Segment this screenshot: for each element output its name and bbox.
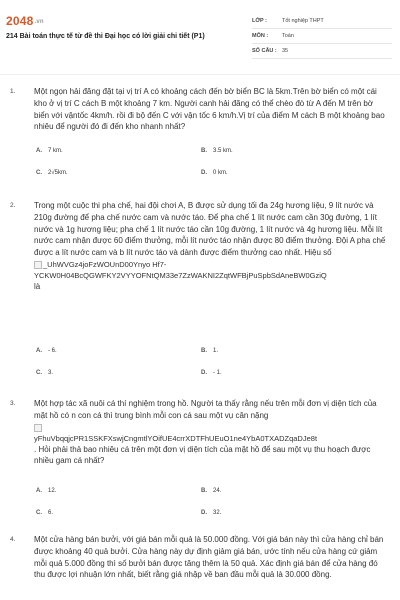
formula-code-line-2: YCKW0H04BcQGWFKY2VYYOFNtQM33e7ZzWAKNI2ZqtWFBjPuSpbSdAneBW0GziQ	[34, 270, 327, 280]
answer-row	[36, 488, 366, 494]
answer-option[interactable]	[36, 370, 201, 376]
answer-option[interactable]	[36, 510, 201, 516]
question-tail: . Hỏi phải thả bao nhiêu cá trên một đơn vị diện tích của mặt hồ để sau một vụ thu hoạch được nhiều gam cá nhất?	[34, 444, 371, 466]
meta-row-class	[252, 14, 392, 29]
answer-text: 12.	[48, 488, 57, 494]
question-text: Một cửa hàng bán bưởi, với giá bán mỗi quả là 50.000 đồng. Với giá bán này thì cửa hàng chỉ bán được khoảng 40 quả bưởi. Cửa hàng này dự định giảm giá bán, ước tính nếu cửa hàng cứ giảm mỗi quả 5.000 đồng thì số bưởi bán được tăng thêm là 50 quả. Xác định giá bán để cửa hàng đó thu được lợi nhuận lớn nhất, biết rằng giá nhập về ban đầu mỗi quả là 30.000 đồng.	[34, 535, 384, 580]
answer-letter: A.	[36, 148, 42, 154]
formula-image-alt	[34, 259, 390, 270]
answer-text: - 6.	[48, 348, 57, 354]
question-number: 2.	[10, 202, 16, 209]
question-text	[34, 200, 390, 293]
question-tail: là	[34, 281, 41, 291]
answer-row	[36, 370, 366, 376]
answer-text: 2√5km.	[48, 170, 68, 176]
broken-image-icon	[34, 424, 42, 432]
answer-letter: A.	[36, 488, 42, 494]
meta-row-subject	[252, 29, 392, 44]
header	[0, 0, 400, 70]
answer-text: 3.5 km.	[213, 148, 233, 154]
answer-letter: D.	[201, 170, 207, 176]
answer-option[interactable]	[36, 488, 201, 494]
answer-text: 1.	[213, 348, 219, 354]
meta-value: Toán	[282, 33, 294, 39]
answer-letter: B.	[201, 148, 207, 154]
meta-value: 35	[282, 48, 289, 54]
question-text: Một ngọn hải đăng đặt tại vị trí A có khoảng cách đến bờ biển BC là 5km.Trên bờ biển có một cái kho ở vị trí C cách B một khoảng 7 km. Người canh hải đăng có thể chèo đò từ A đến M trên bờ biển với vậntốc 4km/h. rồi đi bộ đến C với vận tốc 6 km/h.Vị trí của điểm M cách B một khoảng bao nhiêu để người đó đi đến kho nhanh nhất?	[34, 87, 385, 132]
meta-key: LỚP :	[252, 18, 267, 24]
answer-text: 24.	[213, 488, 222, 494]
answer-option[interactable]	[201, 148, 366, 154]
answer-letter: D.	[201, 510, 207, 516]
formula-code-line-1: _UhWVGz4joFzWOUnD00Ynyo Hf7-	[43, 259, 167, 269]
answer-option[interactable]	[201, 370, 366, 376]
answer-row	[36, 148, 366, 154]
site-logo[interactable]	[6, 14, 44, 28]
answer-text: 0 km.	[213, 170, 228, 176]
logo-text: 2048	[6, 14, 34, 28]
answer-letter: B.	[201, 488, 207, 494]
formula-code-line-1: yFhuVbqqjcPR1SSKFXswjCngmtlYOifUE4crrXDTFhUEuO1ne4YbA0TXADZqaDJe8t	[34, 433, 318, 443]
answer-option[interactable]	[36, 170, 201, 176]
answer-option[interactable]	[201, 488, 366, 494]
answer-letter: A.	[36, 348, 42, 354]
question-number: 3.	[10, 400, 16, 407]
answer-option[interactable]	[36, 148, 201, 154]
answer-letter: D.	[201, 370, 207, 376]
answer-option[interactable]	[201, 510, 366, 516]
question-number: 4.	[10, 536, 16, 543]
answer-option[interactable]	[36, 348, 201, 354]
meta-key: MÔN :	[252, 33, 269, 39]
header-divider	[0, 74, 400, 75]
answer-letter: B.	[201, 348, 207, 354]
question-number: 1.	[10, 88, 16, 95]
answer-text: 6.	[48, 510, 54, 516]
question-body: Một hợp tác xã nuôi cá thí nghiệm trong hồ. Người ta thấy rằng nếu trên mỗi đơn vị diện tích của mặt hồ có n con cá thì trung bình mỗi con cá sau một vụ cân nặng	[34, 399, 377, 420]
answer-text: 3.	[48, 370, 54, 376]
question-body: Trong một cuộc thi pha chế, hai đội chơi A, B được sử dụng tối đa 24g hương liệu, 9 lít nước và 210g đường để pha chế nước cam và nước táo. Để pha chế 1 lít nước cam cần 30g đường, 1 lít nước và 1g hương liệu; pha chế 1 lít nước táo cần 10g đường, 1 lít nước và 4g hương liệu. Mỗi lít nước cam nhận được 60 điểm thưởng, mỗi lít nước táo nhận được 80 điểm thưởng. Đội A pha chế được a lít nước cam và b lít nước táo và dành được điểm thưởng cao nhất. Hiệu số	[34, 201, 386, 258]
answer-letter: C.	[36, 510, 42, 516]
document-title: 214 Bài toán thực tế từ đề thi Đại học có lời giải chi tiết (P1)	[6, 33, 205, 40]
answer-letter: C.	[36, 170, 42, 176]
answer-row	[36, 348, 366, 354]
formula-image-alt	[34, 422, 390, 433]
answer-letter: C.	[36, 370, 42, 376]
meta-table	[252, 14, 392, 59]
answer-option[interactable]	[201, 170, 366, 176]
question-text	[34, 398, 390, 467]
logo-suffix: .vn	[34, 18, 44, 25]
meta-value: Tốt nghiệp THPT	[282, 18, 324, 24]
meta-row-count	[252, 44, 392, 59]
answer-row	[36, 170, 366, 176]
answer-text: 7 km.	[48, 148, 63, 154]
answer-option[interactable]	[201, 348, 366, 354]
answer-text: - 1.	[213, 370, 222, 376]
answer-text: 32.	[213, 510, 222, 516]
answer-row	[36, 510, 366, 516]
meta-key: SỐ CÂU :	[252, 48, 277, 54]
broken-image-icon	[34, 261, 42, 269]
